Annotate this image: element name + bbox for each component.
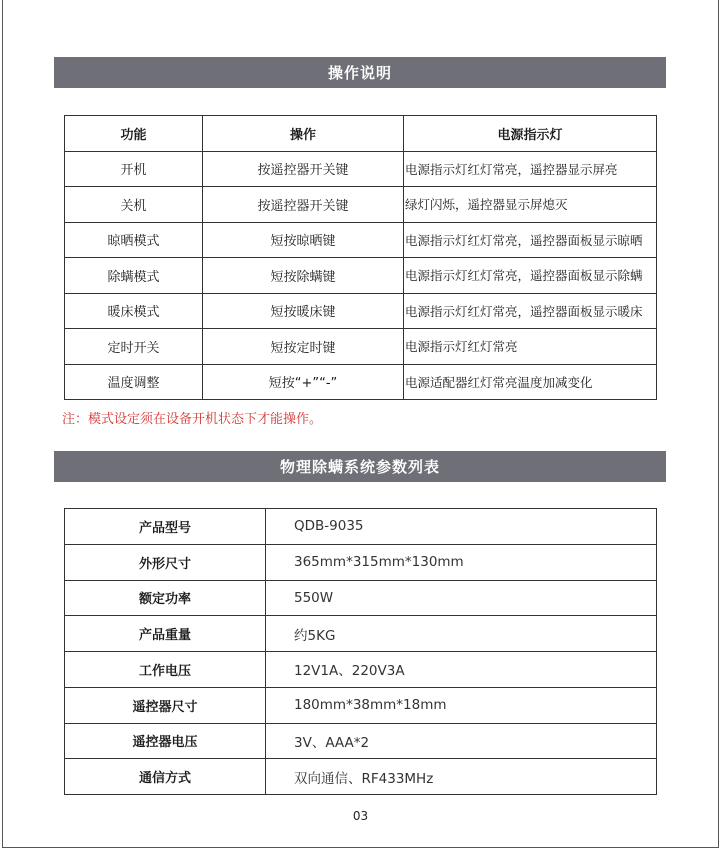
param-name-cell: 额定功率 [65, 580, 266, 616]
operation-cell: 短按除螨键 [203, 258, 404, 294]
operation-cell: 短按暖床键 [203, 293, 404, 329]
page-number: 03 [352, 809, 369, 823]
table-row [65, 222, 657, 258]
param-name-cell: 产品型号 [65, 509, 266, 545]
header-operation: 操作 [203, 116, 404, 152]
param-name-cell: 遥控器尺寸 [65, 687, 266, 723]
param-value-cell: 双向通信、RF433MHz [266, 759, 657, 795]
operation-cell: 短按晾晒键 [203, 222, 404, 258]
operation-cell: 短按“+”“-” [203, 364, 404, 400]
table-row [65, 687, 657, 723]
table-row [65, 544, 657, 580]
param-name-cell: 遥控器电压 [65, 723, 266, 759]
param-name-cell: 产品重量 [65, 616, 266, 652]
indicator-cell: 电源指示灯红灯常亮，遥控器面板显示晾晒 [404, 222, 657, 258]
table-row [65, 329, 657, 365]
param-value-cell: 365mm*315mm*130mm [266, 544, 657, 580]
table-row [65, 187, 657, 223]
table-row [65, 723, 657, 759]
param-value-cell: 550W [266, 580, 657, 616]
operation-cell: 按遥控器开关键 [203, 187, 404, 223]
operation-cell: 短按定时键 [203, 329, 404, 365]
function-cell: 除螨模式 [65, 258, 203, 294]
indicator-cell: 电源指示灯红灯常亮，遥控器面板显示暖床 [404, 293, 657, 329]
table-row [65, 293, 657, 329]
table-row [65, 652, 657, 688]
function-cell: 开机 [65, 151, 203, 187]
table-row [65, 258, 657, 294]
table-header-row [65, 116, 657, 152]
header-function: 功能 [65, 116, 203, 152]
function-cell: 关机 [65, 187, 203, 223]
operation-table [64, 115, 657, 400]
indicator-cell: 电源指示灯红灯常亮，遥控器显示屏亮 [404, 151, 657, 187]
function-cell: 暖床模式 [65, 293, 203, 329]
table-row [65, 364, 657, 400]
parameter-table [64, 508, 657, 795]
indicator-cell: 绿灯闪烁，遥控器显示屏熄灭 [404, 187, 657, 223]
param-name-cell: 外形尺寸 [65, 544, 266, 580]
param-name-cell: 工作电压 [65, 652, 266, 688]
function-cell: 定时开关 [65, 329, 203, 365]
header-power-indicator: 电源指示灯 [404, 116, 657, 152]
table-row [65, 151, 657, 187]
table-row [65, 616, 657, 652]
section-title: 物理除螨系统参数列表 [279, 458, 440, 476]
indicator-cell: 电源指示灯红灯常亮，遥控器面板显示除螨 [404, 258, 657, 294]
table-row [65, 759, 657, 795]
param-value-cell: QDB-9035 [266, 509, 657, 545]
param-value-cell: 180mm*38mm*18mm [266, 687, 657, 723]
mode-setting-note: 注：模式设定须在设备开机状态下才能操作。 [62, 412, 323, 427]
operation-instructions-header [54, 57, 666, 88]
function-cell: 温度调整 [65, 364, 203, 400]
function-cell: 晾晒模式 [65, 222, 203, 258]
param-value-cell: 3V、AAA*2 [266, 723, 657, 759]
parameter-list-header [54, 451, 666, 482]
table-row [65, 580, 657, 616]
indicator-cell: 电源指示灯红灯常亮 [404, 329, 657, 365]
param-value-cell: 12V1A、220V3A [266, 652, 657, 688]
param-name-cell: 通信方式 [65, 759, 266, 795]
section-title: 操作说明 [327, 64, 392, 82]
table-row [65, 509, 657, 545]
param-value-cell: 约5KG [266, 616, 657, 652]
operation-cell: 按遥控器开关键 [203, 151, 404, 187]
indicator-cell: 电源适配器红灯常亮温度加减变化 [404, 364, 657, 400]
